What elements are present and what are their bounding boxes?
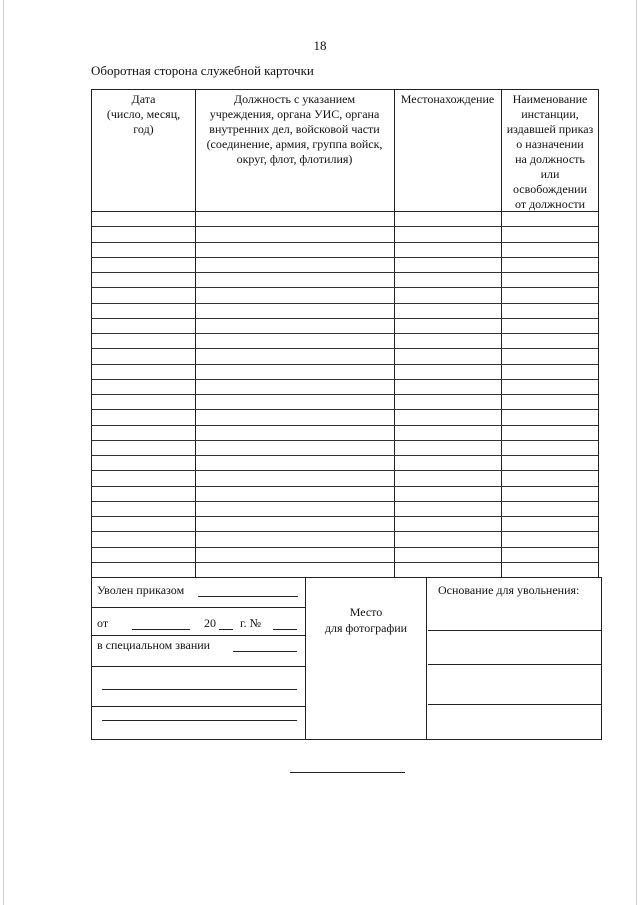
table-row	[92, 394, 598, 395]
table-row	[92, 257, 598, 258]
order-blank[interactable]	[198, 596, 298, 597]
table-row	[92, 409, 598, 410]
dismissal-section	[91, 577, 602, 740]
dismissal-basis-label: Основание для увольнения:	[438, 583, 580, 597]
table-row	[92, 425, 598, 426]
table-row	[92, 501, 598, 502]
rank-blank[interactable]	[233, 651, 297, 652]
column-header-location: Местонахождение	[400, 92, 495, 106]
order-number-label: г. №	[240, 616, 262, 630]
table-row	[92, 470, 598, 471]
page-number: 18	[313, 38, 327, 53]
table-row	[92, 272, 598, 273]
rank-continuation-blank[interactable]	[102, 689, 297, 690]
table-row	[92, 287, 598, 288]
table-row	[92, 348, 598, 349]
service-history-table	[91, 89, 599, 578]
column-header-issuing-authority: Наименование инстанции, издавшей приказ о назначении на должность или освобождении от должности	[506, 92, 594, 211]
table-row	[92, 318, 598, 319]
scan-right-edge	[636, 0, 637, 905]
table-row	[92, 242, 598, 243]
basis-line[interactable]	[428, 664, 601, 665]
dismissal-order-label: Уволен приказом	[97, 583, 185, 597]
row-divider	[92, 666, 305, 667]
page-heading: Оборотная сторона служебной карточки	[91, 63, 314, 78]
footer-rule	[290, 772, 405, 773]
table-row	[92, 364, 598, 365]
year-prefix-label: 20	[204, 616, 216, 630]
table-row	[92, 379, 598, 380]
table-row	[92, 440, 598, 441]
scan-left-edge	[3, 0, 4, 905]
from-label: от	[97, 616, 109, 630]
table-row	[92, 486, 598, 487]
table-row	[92, 516, 598, 517]
column-header-date: Дата (число, месяц, год)	[106, 92, 181, 136]
table-row	[92, 562, 598, 563]
row-divider	[92, 706, 305, 707]
row-divider	[92, 635, 305, 636]
basis-line[interactable]	[428, 630, 601, 631]
header-divider	[92, 211, 598, 212]
table-row	[92, 531, 598, 532]
basis-line[interactable]	[428, 704, 601, 705]
table-row	[92, 303, 598, 304]
table-row	[92, 455, 598, 456]
year-blank[interactable]	[219, 629, 233, 630]
table-row	[92, 333, 598, 334]
column-header-position: Должность с указанием учреждения, органа УИС, органа внутренних дел, войсковой части (соединение, армия, группа войск, округ, флот, флотилия)	[206, 92, 383, 166]
table-row	[92, 547, 598, 548]
table-row	[92, 226, 598, 227]
row-divider	[92, 607, 305, 608]
photo-placeholder: Место для фотографии	[305, 578, 427, 739]
date-blank[interactable]	[132, 629, 190, 630]
order-number-blank[interactable]	[273, 629, 297, 630]
rank-continuation-blank[interactable]	[102, 720, 297, 721]
special-rank-label: в специальном звании	[97, 638, 211, 652]
